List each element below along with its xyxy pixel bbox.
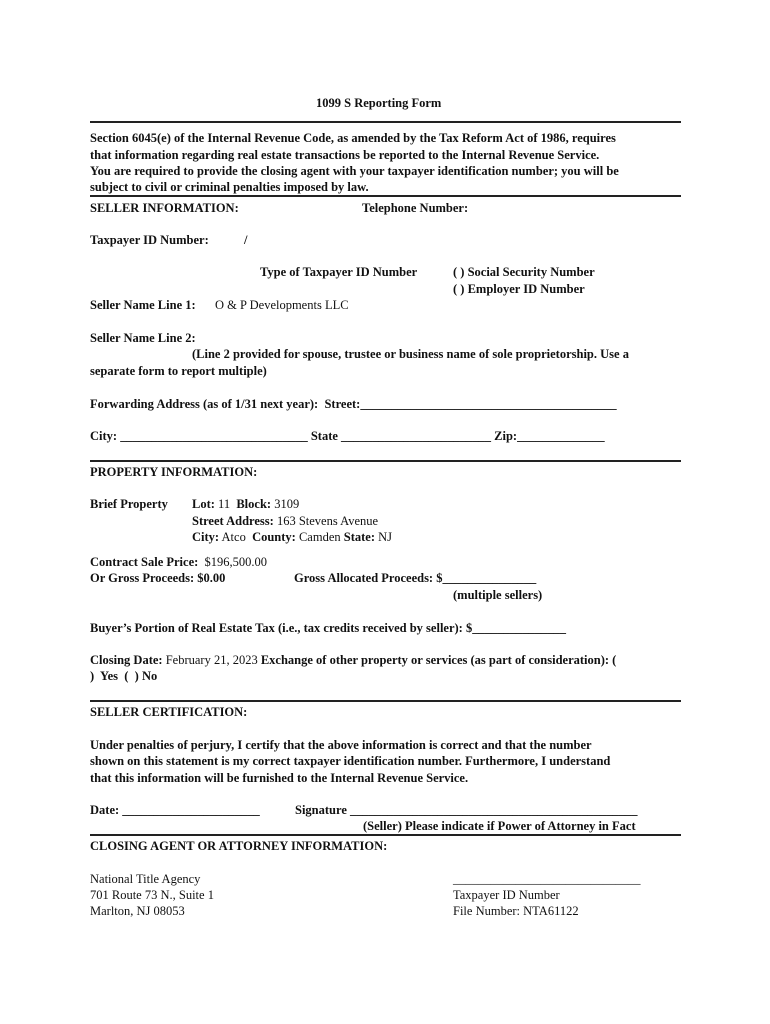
exchange-options[interactable]: ) Yes ( ) No xyxy=(90,669,158,683)
agent-city: Marlton, NJ 08053 xyxy=(90,904,185,918)
closing-agent-heading: CLOSING AGENT OR ATTORNEY INFORMATION: xyxy=(90,839,388,853)
taxpayer-type-label: Type of Taxpayer ID Number xyxy=(260,265,418,279)
contract-price-label: Contract Sale Price: xyxy=(90,555,199,569)
county-value: Camden xyxy=(298,530,341,544)
buyer-tax-field[interactable]: Buyer’s Portion of Real Estate Tax (i.e., tax credits received by seller): $_______________ xyxy=(90,621,566,635)
closing-date-label: Closing Date: xyxy=(90,653,163,667)
lot-label: Lot: xyxy=(192,497,215,511)
street-address-value: 163 Stevens Avenue xyxy=(276,514,379,528)
date-field[interactable]: Date: ______________________ xyxy=(90,803,260,817)
lot-value: 11 xyxy=(218,497,231,511)
block-value: 3109 xyxy=(274,497,300,511)
brief-property-label: Brief Property xyxy=(90,497,168,511)
intro-line: You are required to provide the closing agent with your taxpayer identification number; you will be xyxy=(90,164,619,178)
taxpayer-id-field[interactable]: / xyxy=(244,233,248,247)
allocated-proceeds-field[interactable]: Gross Allocated Proceeds: $_______________ xyxy=(294,571,537,585)
seller-name2-note: (Line 2 provided for spouse, trustee or business name of sole proprietorship. Use a xyxy=(192,347,629,361)
certification-text: that this information will be furnished to the Internal Revenue Service. xyxy=(90,771,469,785)
seller-name1-value[interactable]: O & P Developments LLC xyxy=(215,298,349,312)
seller-name2-label: Seller Name Line 2: xyxy=(90,331,196,345)
poa-note: (Seller) Please indicate if Power of Attorney in Fact xyxy=(363,819,636,833)
divider xyxy=(90,121,681,123)
certification-text: shown on this statement is my correct taxpayer identification number. Furthermore, I understand xyxy=(90,754,611,768)
forwarding-address-field[interactable]: Forwarding Address (as of 1/31 next year): Street:_________________________________________ xyxy=(90,397,617,411)
agent-taxpayer-id-field[interactable]: ______________________________ xyxy=(453,872,641,886)
city-county-state-line xyxy=(192,529,392,545)
ein-checkbox[interactable]: ( ) Employer ID Number xyxy=(453,282,585,296)
city-label: City: xyxy=(192,530,220,544)
lot-block-line xyxy=(192,496,299,512)
telephone-label: Telephone Number: xyxy=(362,201,469,215)
seller-name1-label: Seller Name Line 1: xyxy=(90,298,196,312)
intro-line: Section 6045(e) of the Internal Revenue Code, as amended by the Tax Reform Act of 1986, requires xyxy=(90,131,616,145)
taxpayer-id-label: Taxpayer ID Number: xyxy=(90,233,209,247)
divider xyxy=(90,834,681,836)
contract-price-line xyxy=(90,554,267,570)
seller-name2-note: separate form to report multiple) xyxy=(90,364,267,378)
city-state-zip-field[interactable]: City: ______________________________ State ________________________ Zip:______________ xyxy=(90,429,605,443)
county-label: County: xyxy=(252,530,296,544)
certification-text: Under penalties of perjury, I certify that the above information is correct and that the number xyxy=(90,738,592,752)
intro-line: that information regarding real estate transactions be reported to the Internal Revenue Service. xyxy=(90,148,600,162)
property-heading: PROPERTY INFORMATION: xyxy=(90,465,258,479)
divider xyxy=(90,195,681,197)
state-value: NJ xyxy=(378,530,393,544)
city-value: Atco xyxy=(221,530,246,544)
exchange-label: Exchange of other property or services (as part of consideration): ( xyxy=(260,653,617,667)
agent-name: National Title Agency xyxy=(90,872,201,886)
signature-field[interactable]: Signature ______________________________________________ xyxy=(295,803,638,817)
divider xyxy=(90,460,681,462)
closing-date-line xyxy=(90,652,616,668)
agent-address: 701 Route 73 N., Suite 1 xyxy=(90,888,214,902)
intro-line: subject to civil or criminal penalties imposed by law. xyxy=(90,180,369,194)
certification-heading: SELLER CERTIFICATION: xyxy=(90,705,248,719)
street-address-label: Street Address: xyxy=(192,514,274,528)
gross-proceeds: Or Gross Proceeds: $0.00 xyxy=(90,571,226,585)
block-label: Block: xyxy=(236,497,272,511)
contract-price-value: $196,500.00 xyxy=(204,555,268,569)
form-title: 1099 S Reporting Form xyxy=(316,96,442,110)
street-address-line xyxy=(192,513,378,529)
closing-date-value: February 21, 2023 xyxy=(165,653,258,667)
divider xyxy=(90,700,681,702)
agent-taxpayer-id-label: Taxpayer ID Number xyxy=(453,888,560,902)
multiple-sellers-note: (multiple sellers) xyxy=(453,588,543,602)
file-number: File Number: NTA61122 xyxy=(453,904,579,918)
state-label: State: xyxy=(343,530,376,544)
ssn-checkbox[interactable]: ( ) Social Security Number xyxy=(453,265,595,279)
seller-heading: SELLER INFORMATION: xyxy=(90,201,239,215)
